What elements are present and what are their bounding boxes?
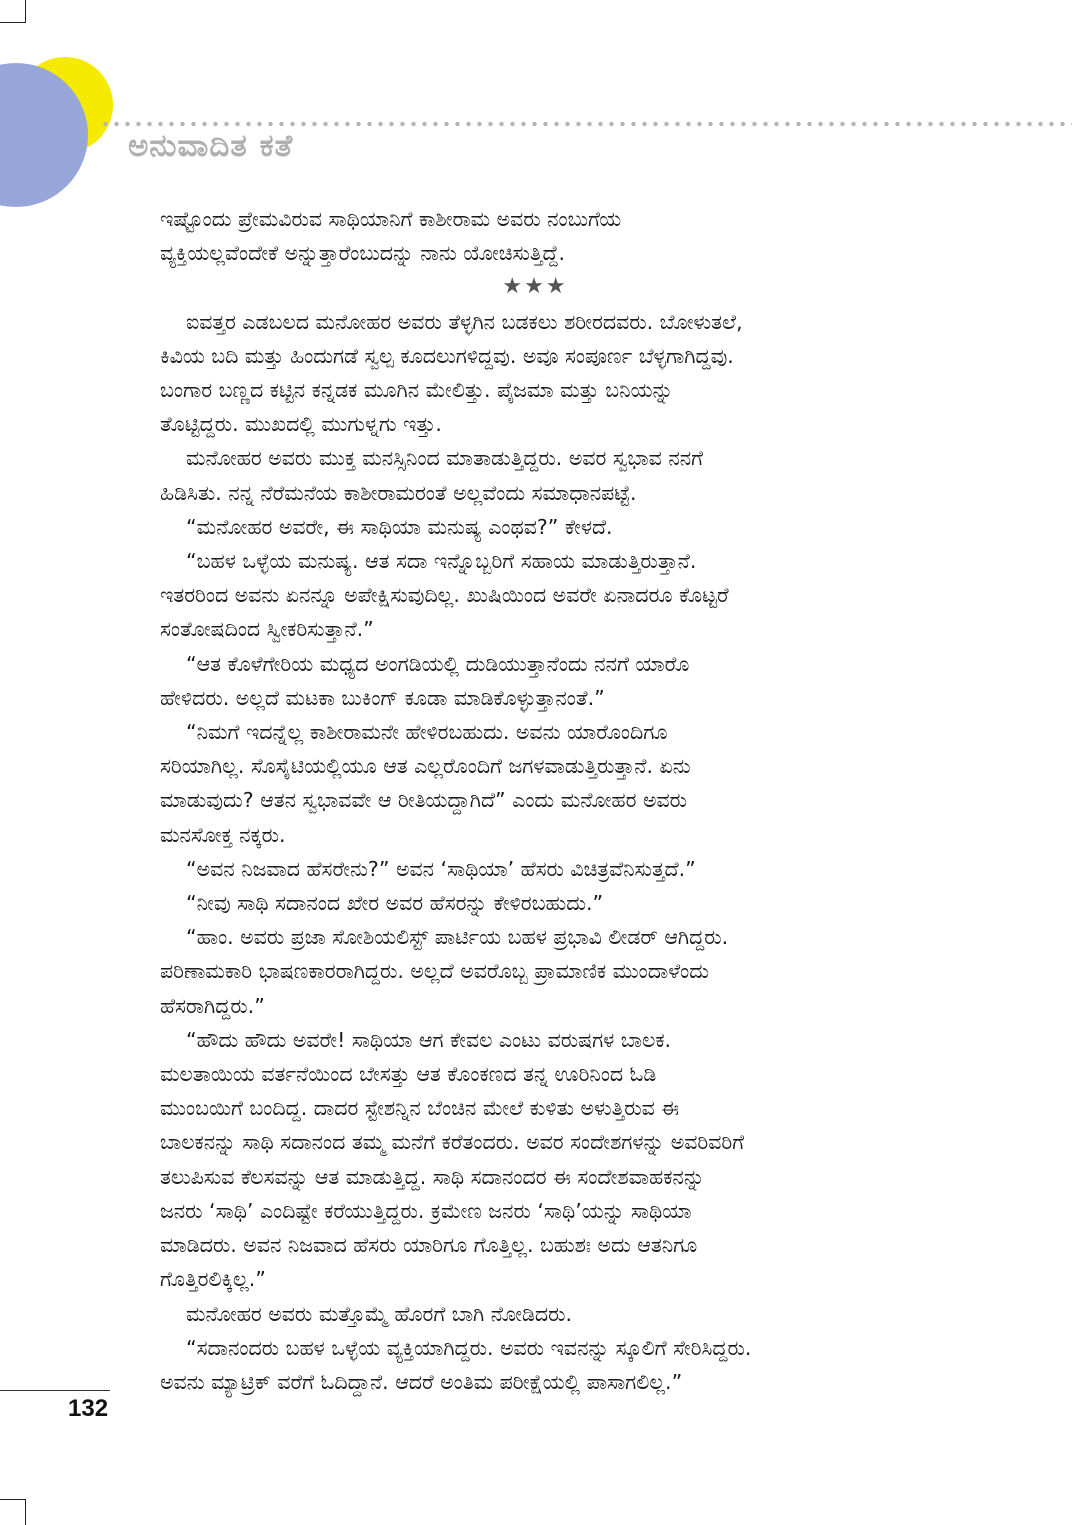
- text-line: ಮನೋಹರ ಅವರು ಮತ್ತೊಮ್ಮೆ ಹೊರಗೆ ಬಾಗಿ ನೋಡಿದರು.: [186, 1301, 573, 1326]
- paragraph: [160, 647, 910, 715]
- text-line: ಸರಿಯಾಗಿಲ್ಲ. ಸೊಸೈಟಿಯಲ್ಲಿಯೂ ಆತ ಎಲ್ಲರೊಂದಿಗೆ ಜಗಳವಾಡುತ್ತಿರುತ್ತಾನೆ. ಏನು: [160, 754, 691, 779]
- paragraph: [160, 305, 910, 442]
- text-line: ಸಂತೋಷದಿಂದ ಸ್ವೀಕರಿಸುತ್ತಾನೆ.”: [160, 617, 374, 642]
- header-decoration: [0, 50, 120, 260]
- paragraph: [160, 920, 910, 1023]
- paragraph: [160, 886, 910, 920]
- text-line: “ಹೌದು ಹೌದು ಅವರೇ! ಸಾಥಿಯಾ ಆಗ ಕೇವಲ ಎಂಟು ವರುಷಗಳ ಬಾಲಕ.: [186, 1027, 672, 1052]
- crop-mark-bottom-left-h: [0, 1499, 26, 1500]
- text-line: ಮಲತಾಯಿಯ ವರ್ತನೆಯಿಂದ ಬೇಸತ್ತು ಆತ ಕೊಂಕಣದ ತನ್ನ ಊರಿನಿಂದ ಓಡಿ: [160, 1062, 657, 1087]
- text-line: ಗೊತ್ತಿರಲಿಕ್ಕಿಲ್ಲ.”: [160, 1267, 266, 1292]
- text-line: “ಹಾಂ. ಅವರು ಪ್ರಜಾ ಸೋಶಿಯಲಿಸ್ಟ್ ಪಾರ್ಟಿಯ ಬಹಳ ಪ್ರಭಾವಿ ಲೀಡರ್ ಆಗಿದ್ದರು.: [186, 925, 729, 950]
- text-line: “ನಿಮಗೆ ಇದನ್ನೆಲ್ಲ ಕಾಶೀರಾಮನೇ ಹೇಳಿರಬಹುದು. ಅವನು ಯಾರೊಂದಿಗೂ: [186, 720, 668, 745]
- section-title: ಅನುವಾದಿತ ಕತೆ: [128, 128, 294, 164]
- crop-mark-top-left-v: [25, 0, 26, 22]
- text-line: “ನೀವು ಸಾಥಿ ಸದಾನಂದ ಖೇರ ಅವರ ಹೆಸರನ್ನು ಕೇಳಿರಬಹುದು.”: [186, 891, 604, 916]
- text-line: “ಸದಾನಂದರು ಬಹಳ ಒಳ್ಳೆಯ ವ್ಯಕ್ತಿಯಾಗಿದ್ದರು. ಅವರು ಇವನನ್ನು ಸ್ಕೂಲಿಗೆ ಸೇರಿಸಿದ್ದರು.: [186, 1335, 752, 1360]
- crop-mark-top-left-h: [0, 22, 26, 23]
- text-line: ಮನಸೋಕ್ತ ನಕ್ಕರು.: [160, 822, 286, 847]
- text-line: ಬಾಲಕನನ್ನು ಸಾಥಿ ಸದಾನಂದ ತಮ್ಮ ಮನೆಗೆ ಕರೆತಂದರು. ಅವರ ಸಂದೇಶಗಳನ್ನು ಅವರಿವರಿಗೆ: [160, 1130, 745, 1155]
- paragraph: [160, 510, 910, 544]
- paragraph: [160, 715, 910, 852]
- text-line: ಹೆಸರಾಗಿದ್ದರು.”: [160, 993, 265, 1018]
- text-line: ಅವನು ಮ್ಯಾಟ್ರಿಕ್ ವರೆಗೆ ಓದಿದ್ದಾನೆ. ಆದರೆ ಅಂತಿಮ ಪರೀಕ್ಷೆಯಲ್ಲಿ ಪಾಸಾಗಲಿಲ್ಲ.”: [160, 1369, 683, 1394]
- text-line: ಮುಂಬಯಿಗೆ ಬಂದಿದ್ದ. ದಾದರ ಸ್ಟೇಶನ್ನಿನ ಬೆಂಚಿನ ಮೇಲೆ ಕುಳಿತು ಅಳುತ್ತಿರುವ ಈ: [160, 1096, 680, 1121]
- paragraph: [160, 544, 910, 647]
- text-line: “ಆತ ಕೊಳೆಗೇರಿಯ ಮಧ್ಯದ ಅಂಗಡಿಯಲ್ಲಿ ದುಡಿಯುತ್ತಾನೆಂದು ನನಗೆ ಯಾರೊ: [186, 651, 690, 676]
- text-line: “ಅವನ ನಿಜವಾದ ಹೆಸರೇನು?” ಅವನ ‘ಸಾಥಿಯಾ’ ಹೆಸರು ವಿಚಿತ್ರವೆನಿಸುತ್ತದೆ.”: [186, 856, 696, 881]
- footer-rule: [0, 1390, 110, 1391]
- dotted-header-rule: [100, 121, 1072, 127]
- paragraph: [160, 202, 910, 270]
- text-line: ಮನೋಹರ ಅವರು ಮುಕ್ತ ಮನಸ್ಸಿನಿಂದ ಮಾತಾಡುತ್ತಿದ್ದರು. ಅವರ ಸ್ವಭಾವ ನನಗೆ: [186, 446, 704, 471]
- paragraph: [160, 1297, 910, 1331]
- text-line: ಪರಿಣಾಮಕಾರಿ ಭಾಷಣಕಾರರಾಗಿದ್ದರು. ಅಲ್ಲದೆ ಅವರೊಬ್ಬ ಪ್ರಾಮಾಣಿಕ ಮುಂದಾಳೆಂದು: [160, 959, 710, 984]
- paragraph: [160, 441, 910, 509]
- paragraph: [160, 1023, 910, 1297]
- paragraph: [160, 852, 910, 886]
- text-line: ತೊಟ್ಟಿದ್ದರು. ಮುಖದಲ್ಲಿ ಮುಗುಳ್ನಗು ಇತ್ತು.: [160, 412, 442, 437]
- text-line: ಹೇಳಿದರು. ಅಲ್ಲದೆ ಮಟಕಾ ಬುಕಿಂಗ್ ಕೂಡಾ ಮಾಡಿಕೊಳ್ಳುತ್ತಾನಂತೆ.”: [160, 685, 605, 710]
- story-text: [160, 202, 910, 1399]
- text-line: ವ್ಯಕ್ತಿಯಲ್ಲವೆಂದೇಕೆ ಅನ್ನುತ್ತಾರೆಂಬುದನ್ನು ನಾನು ಯೋಚಿಸುತ್ತಿದ್ದೆ.: [160, 241, 565, 266]
- text-line: ಇತರರಿಂದ ಅವನು ಏನನ್ನೂ ಅಪೇಕ್ಷಿಸುವುದಿಲ್ಲ. ಖುಷಿಯಿಂದ ಅವರೇ ಏನಾದರೂ ಕೊಟ್ಟರೆ: [160, 583, 729, 608]
- text-line: “ಮನೋಹರ ಅವರೇ, ಈ ಸಾಥಿಯಾ ಮನುಷ್ಯ ಎಂಥವ?” ಕೇಳದೆ.: [186, 514, 613, 539]
- text-line: ಕಿವಿಯ ಬದಿ ಮತ್ತು ಹಿಂದುಗಡೆ ಸ್ವಲ್ಪ ಕೂದಲುಗಳಿದ್ದವು. ಅವೂ ಸಂಪೂರ್ಣ ಬೆಳ್ಳಗಾಗಿದ್ದವು.: [160, 343, 734, 368]
- page-number: 132: [68, 1395, 109, 1422]
- crop-mark-bottom-left-v: [25, 1499, 26, 1525]
- text-line: ಬಂಗಾರ ಬಣ್ಣದ ಕಟ್ಟಿನ ಕನ್ನಡಕ ಮೂಗಿನ ಮೇಲಿತ್ತು. ಪೈಜಮಾ ಮತ್ತು ಬನಿಯನ್ನು: [160, 378, 674, 403]
- text-line: ಇಷ್ಟೊಂದು ಪ್ರೇಮವಿರುವ ಸಾಥಿಯಾನಿಗೆ ಕಾಶೀರಾಮ ಅವರು ನಂಬುಗೆಯ: [160, 207, 622, 231]
- text-line: ತಲುಪಿಸುವ ಕೆಲಸವನ್ನು ಆತ ಮಾಡುತ್ತಿದ್ದ. ಸಾಥಿ ಸದಾನಂದರ ಈ ಸಂದೇಶವಾಹಕನನ್ನು: [160, 1164, 705, 1189]
- text-line: “ಬಹಳ ಒಳ್ಳೆಯ ಮನುಷ್ಯ. ಆತ ಸದಾ ಇನ್ನೊಬ್ಬರಿಗೆ ಸಹಾಯ ಮಾಡುತ್ತಿರುತ್ತಾನೆ.: [186, 549, 697, 574]
- text-line: ಐವತ್ತರ ಎಡಬಲದ ಮನೋಹರ ಅವರು ತೆಳ್ಳಗಿನ ಬಡಕಲು ಶರೀರದವರು. ಬೋಳುತಲೆ,: [186, 309, 743, 334]
- paragraph: [160, 1331, 910, 1399]
- text-line: ಜನರು ‘ಸಾಥಿ’ ಎಂದಿಷ್ಟೇ ಕರೆಯುತ್ತಿದ್ದರು. ಕ್ರಮೇಣ ಜನರು ‘ಸಾಥಿ’ಯನ್ನು ಸಾಥಿಯಾ: [160, 1198, 692, 1223]
- text-line: ಮಾಡಿದರು. ಅವನ ನಿಜವಾದ ಹೆಸರು ಯಾರಿಗೂ ಗೊತ್ತಿಲ್ಲ. ಬಹುಶಃ ಅದು ಆತನಿಗೂ: [160, 1233, 698, 1258]
- text-line: ಹಿಡಿಸಿತು. ನನ್ನ ನೆರೆಮನೆಯ ಕಾಶೀರಾಮರಂತೆ ಅಲ್ಲವೆಂದು ಸಮಾಧಾನಪಟ್ಟೆ.: [160, 480, 637, 505]
- section-separator: ★★★: [502, 274, 568, 300]
- text-line: ಮಾಡುವುದು? ಆತನ ಸ್ವಭಾವವೇ ಆ ರೀತಿಯದ್ದಾಗಿದೆ” ಎಂದು ಮನೋಹರ ಅವರು: [160, 788, 688, 813]
